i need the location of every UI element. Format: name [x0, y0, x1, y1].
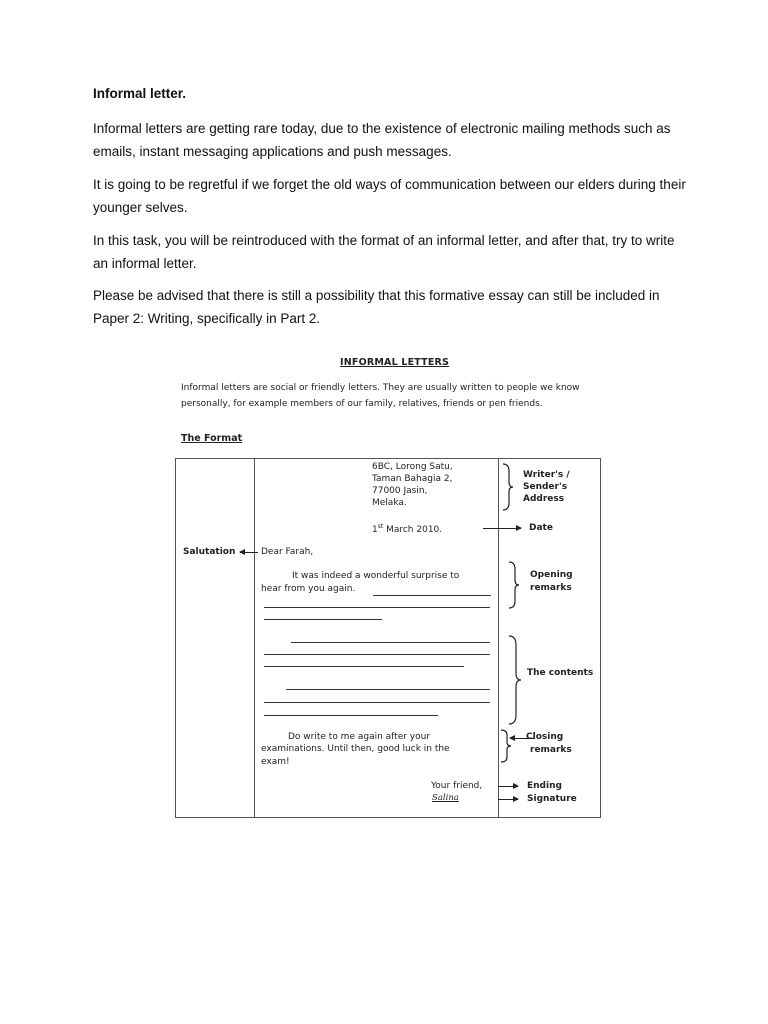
closing-line-1: Do write to me again after your	[288, 732, 431, 742]
closing-line-2: examinations. Until then, good luck in the	[261, 744, 450, 754]
label-writers: Writer's /	[523, 470, 570, 480]
label-closing-remarks: remarks	[530, 745, 572, 755]
salutation-arrow	[240, 552, 258, 553]
date-rest: March 2010.	[383, 525, 443, 535]
opening-line-2: hear from you again.	[261, 584, 356, 594]
letter-signature: Salina	[432, 793, 459, 803]
closing-line-3: exam!	[261, 757, 290, 767]
right-column-divider	[498, 459, 499, 817]
signature-arrow	[498, 799, 518, 800]
paragraph-1: Informal letters are getting rare today, due to the existence of electronic mailing methods such as emails, instant messaging applications and push messages.	[93, 121, 671, 159]
date-arrow	[483, 528, 521, 529]
address-line: 6BC, Lorong Satu,	[372, 462, 453, 472]
label-remarks: remarks	[530, 583, 572, 593]
label-contents: The contents	[527, 668, 594, 678]
contents-blank	[291, 642, 490, 643]
contents-blank	[286, 689, 490, 690]
paragraph-4: Please be advised that there is still a possibility that this formative essay can still be included in Paper 2: Writing, specifically in Part 2.	[93, 288, 660, 326]
contents-brace	[508, 635, 522, 725]
document-heading: Informal letter.	[93, 86, 187, 101]
letter-salutation: Dear Farah,	[261, 547, 314, 557]
ending-arrow	[498, 786, 518, 787]
opening-blank	[264, 607, 490, 608]
date-suffix: st	[377, 523, 384, 530]
label-salutation: Salutation	[183, 547, 236, 557]
opening-blank	[373, 595, 491, 596]
label-ending: Ending	[527, 781, 562, 791]
label-date: Date	[529, 523, 553, 533]
label-senders: Sender's	[523, 482, 568, 492]
left-column-divider	[254, 459, 255, 817]
label-opening: Opening	[530, 570, 573, 580]
figure-intro: Informal letters are social or friendly letters. They are usually written to people we know personally, for example members of our family, relatives, friends or pen friends.	[181, 383, 580, 409]
format-frame	[175, 458, 601, 818]
opening-blank	[264, 619, 382, 620]
paragraph-3: In this task, you will be reintroduced with the format of an informal letter, and after that, try to write an informal letter.	[93, 233, 675, 271]
format-heading: The Format	[181, 433, 243, 444]
paragraph-2: It is going to be regretful if we forget the old ways of communication between our elders during their younger selves.	[93, 177, 686, 215]
label-signature: Signature	[527, 794, 577, 804]
opening-brace	[508, 561, 520, 609]
contents-blank	[264, 666, 464, 667]
letter-date	[372, 521, 442, 537]
letter-ending: Your friend,	[431, 781, 483, 791]
contents-blank	[264, 715, 438, 716]
opening-line-1: It was indeed a wonderful surprise to	[292, 571, 460, 581]
address-line: Melaka.	[372, 498, 407, 508]
figure-title: INFORMAL LETTERS	[340, 357, 450, 368]
address-line: Taman Bahagia 2,	[372, 474, 453, 484]
address-line: 77000 Jasin,	[372, 486, 428, 496]
contents-blank	[264, 702, 490, 703]
label-closing: Closing	[526, 732, 564, 742]
address-brace	[502, 463, 514, 511]
informal-letter-format-figure	[170, 350, 610, 825]
contents-blank	[264, 654, 490, 655]
date-day: 1	[372, 525, 378, 535]
label-address: Address	[523, 494, 565, 504]
